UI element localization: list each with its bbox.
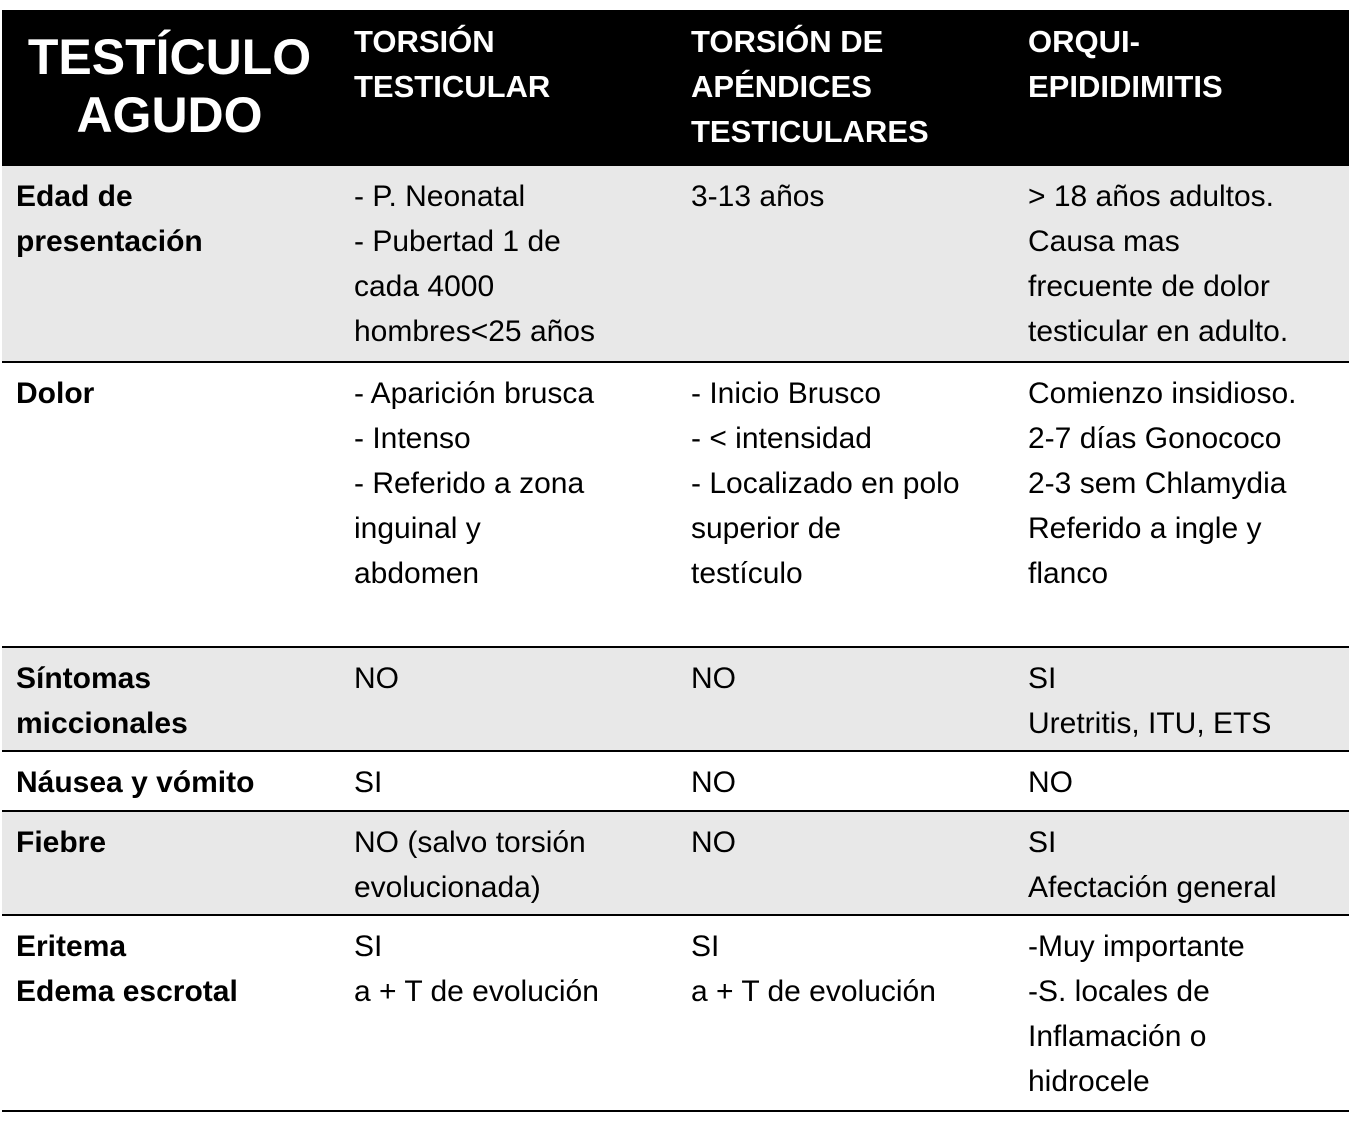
table-row-eritema xyxy=(2,914,1349,1112)
cell-apendices: SI a + T de evolución xyxy=(691,930,936,1008)
row-label: Síntomas miccionales xyxy=(16,662,188,740)
cell-apendices: NO xyxy=(691,662,736,695)
row-label: Dolor xyxy=(16,377,95,410)
table-row-nausea xyxy=(2,750,1349,810)
cell-apendices: - Inicio Brusco - < intensidad - Localizado en polo superior de testículo xyxy=(691,377,960,590)
comparison-table xyxy=(2,10,1349,1112)
cell-orqui: NO xyxy=(1028,766,1073,799)
row-label: Fiebre xyxy=(16,826,107,859)
cell-torsion: NO (salvo torsión evolucionada) xyxy=(354,826,586,904)
cell-apendices: NO xyxy=(691,826,736,859)
column-header-torsion-apendices: TORSIÓN DE APÉNDICES TESTICULARES xyxy=(691,24,929,149)
cell-apendices: NO xyxy=(691,766,736,799)
table-header-row xyxy=(2,10,1349,164)
table-row-sintomas xyxy=(2,646,1349,750)
column-header-torsion-testicular: TORSIÓN TESTICULAR xyxy=(354,24,551,104)
cell-torsion: SI xyxy=(354,766,383,799)
row-label: Edad de presentación xyxy=(16,180,203,258)
cell-orqui: SI Uretritis, ITU, ETS xyxy=(1028,662,1272,740)
table-row-edad xyxy=(2,164,1349,361)
column-header-orqui-epididimitis: ORQUI- EPIDIDIMITIS xyxy=(1028,24,1223,104)
cell-torsion: SI a + T de evolución xyxy=(354,930,599,1008)
table-row-dolor xyxy=(2,361,1349,646)
cell-torsion: NO xyxy=(354,662,399,695)
cell-torsion: - P. Neonatal - Pubertad 1 de cada 4000 hombres<25 años xyxy=(354,180,595,348)
cell-orqui: Comienzo insidioso. 2-7 días Gonococo 2-3 sem Chlamydia Referido a ingle y flanco xyxy=(1028,377,1297,590)
cell-orqui: SI Afectación general xyxy=(1028,826,1277,904)
row-label: Náusea y vómito xyxy=(16,766,255,799)
cell-orqui: > 18 años adultos. Causa mas frecuente de dolor testicular en adulto. xyxy=(1028,180,1289,348)
table-title: TESTÍCULO AGUDO xyxy=(27,29,312,143)
cell-apendices: 3-13 años xyxy=(691,180,825,213)
cell-orqui: -Muy importante -S. locales de Inflamación o hidrocele xyxy=(1028,930,1245,1098)
cell-torsion: - Aparición brusca - Intenso - Referido a zona inguinal y abdomen xyxy=(354,377,595,590)
table-row-fiebre xyxy=(2,810,1349,914)
row-label: Eritema Edema escrotal xyxy=(16,930,238,1008)
